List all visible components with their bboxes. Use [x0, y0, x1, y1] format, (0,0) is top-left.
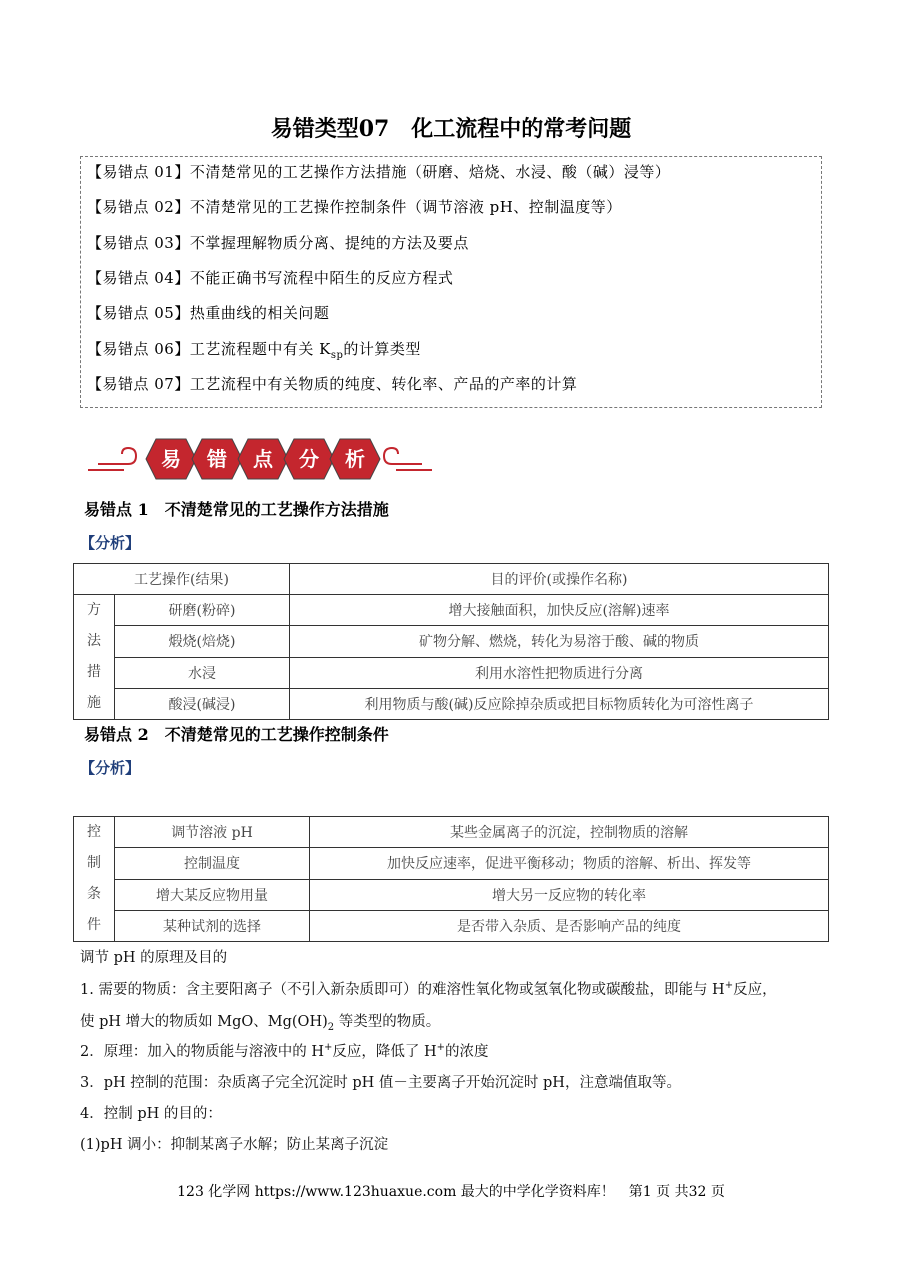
ph-paragraph-1: 1. 需要的物质：含主要阳离子（不引入新杂质即可）的难溶性氧化物或氢氧化物或碳酸盐，即能与 H+反应，: [80, 980, 777, 998]
error-points-box: [80, 156, 822, 408]
table-cell: 是否带入杂质、是否影响产品的纯度: [310, 910, 829, 941]
table-cell: 酸浸(碱浸): [115, 688, 290, 719]
table2-side-label: 控 制 条 件: [74, 817, 115, 942]
banner-char-2: 错: [207, 447, 227, 471]
table-cell: 利用物质与酸(碱)反应除掉杂质或把目标物质转化为可溶性离子: [290, 688, 829, 719]
banner-char-5: 析: [345, 447, 365, 471]
banner-char-3: 点: [253, 447, 273, 471]
ph-paragraph-4: 4．控制 pH 的目的：: [80, 1106, 222, 1122]
page-footer: 123 化学网 https://www.123huaxue.com 最大的中学化学资料库！ 第1 页 共32 页: [177, 1184, 725, 1200]
table-cell: 增大接触面积，加快反应(溶解)速率: [290, 595, 829, 626]
section1-heading: 易错点 1 不清楚常见的工艺操作方法措施: [84, 500, 389, 519]
ph-paragraph-2: 2．原理：加入的物质能与溶液中的 H+反应，降低了 H+的浓度: [80, 1042, 489, 1060]
ph-section-title: 调节 pH 的原理及目的: [80, 950, 228, 966]
error-point-2: 【易错点 02】不清楚常见的工艺操作控制条件（调节溶液 pH、控制温度等）: [87, 198, 622, 216]
table-cell: 控制温度: [115, 848, 310, 879]
error-point-3: 【易错点 03】不掌握理解物质分离、提纯的方法及要点: [87, 234, 469, 252]
method-table: [73, 563, 829, 720]
ph-paragraph-1-cont: 使 pH 增大的物质如 MgO、$Mg(OH)_2$ 等类型的物质。: [80, 1014, 441, 1033]
table-cell: 研磨(粉碎): [115, 595, 290, 626]
error-point-1: 【易错点 01】不清楚常见的工艺操作方法措施（研磨、焙烧、水浸、酸（碱）浸等）: [87, 163, 671, 181]
table-cell: 增大某反应物用量: [115, 879, 310, 910]
table-cell: 矿物分解、燃烧，转化为易溶于酸、碱的物质: [290, 626, 829, 657]
table1-header-purpose: 目的评价(或操作名称): [290, 564, 829, 595]
error-point-6: 【易错点 06】工艺流程题中有关 $K_{sp}$的计算类型: [87, 340, 421, 361]
table-cell: 调节溶液 pH: [115, 817, 310, 848]
banner-char-1: 易: [161, 447, 181, 471]
banner-char-4: 分: [299, 447, 319, 471]
table1-side-label: 方 法 措 施: [74, 595, 115, 720]
analysis-banner: [84, 432, 436, 486]
section1-analysis-label: 【分析】: [80, 534, 141, 552]
ph-paragraph-3: 3．pH 控制的范围：杂质离子完全沉淀时 pH 值－主要离子开始沉淀时 pH，注意端值取等。: [80, 1075, 681, 1091]
table-cell: 某种试剂的选择: [115, 910, 310, 941]
page-title: 易错类型07 化工流程中的常考问题: [270, 116, 632, 142]
table-cell: 利用水溶性把物质进行分离: [290, 657, 829, 688]
error-point-5: 【易错点 05】热重曲线的相关问题: [87, 304, 330, 322]
error-point-7: 【易错点 07】工艺流程中有关物质的纯度、转化率、产品的产率的计算: [87, 375, 578, 393]
section2-heading: 易错点 2 不清楚常见的工艺操作控制条件: [84, 725, 389, 744]
error-point-4: 【易错点 04】不能正确书写流程中陌生的反应方程式: [87, 269, 454, 287]
ph-paragraph-5: (1)pH 调小：抑制某离子水解；防止某离子沉淀: [80, 1137, 389, 1153]
table-cell: 增大另一反应物的转化率: [310, 879, 829, 910]
control-table: [73, 816, 829, 942]
table-cell: 某些金属离子的沉淀，控制物质的溶解: [310, 817, 829, 848]
section2-analysis-label: 【分析】: [80, 759, 141, 777]
table-cell: 煅烧(焙烧): [115, 626, 290, 657]
table-cell: 水浸: [115, 657, 290, 688]
table-cell: 加快反应速率，促进平衡移动；物质的溶解、析出、挥发等: [310, 848, 829, 879]
table1-header-op: 工艺操作(结果): [74, 564, 290, 595]
